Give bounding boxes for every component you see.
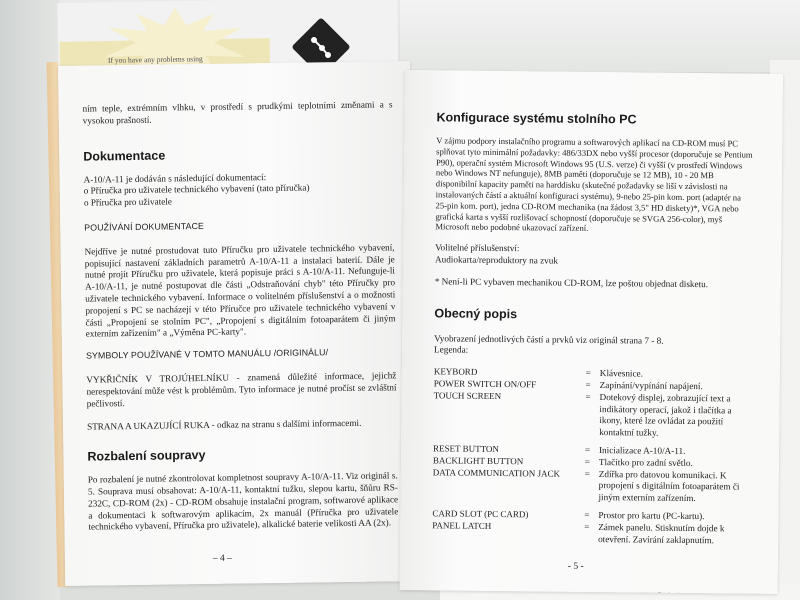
konfigurace-paragraph: V zájmu podpory instalačního programu a softwarových aplikací na CD-ROM musí PC splňovat tyto minimální požadavky: 486/33DX nebo vyšší procesor (doporučuje se Pentium P90), operační systém Microsoft Windows 95 (U.S. verze) či vyšší (v prostředí Windows nebo Windows NT nefunguje), 8MB paměti (doporučuje se 12 MB), 10 - 20 MB disponibilní kapacity paměti na harddisku (skutečné požadavky se liší v závislosti na instalovaných částí a aktuální konfiguraci systému), 9-nebo 25-pin kom. port (adaptér na 25-pin kom. port), jedna CD-ROM mechanika (na žádost 3,5" HD diskety)*, VGA nebo grafická karta s vyšší rozlišovací schopností (doporučuje se SVGA 256-color), myš Microsoft nebo podobné ukazovací zařízení.: [435, 135, 753, 234]
legenda-label: Legenda:: [434, 344, 469, 356]
legend-term: CARD SLOT (PC CARD): [432, 508, 529, 520]
legend-desc: Zámek panelu. Stisknutím dojde k otevření. Zavírání zaklapnutím.: [598, 521, 725, 545]
vyobrazeni-line: Vyobrazení jednotlivých částí a prvků viz originál strana 7 - 8.: [434, 332, 664, 346]
pouzivani-paragraph: Nejdříve je nutné prostudovat tuto Příručku pro uživatele technického vybavení, popisující nastavení základních parametrů A-10/A-11 a instalaci baterií. Dále je nutné projít Příručku pro uživatele, která popisuje práci s A-10/A-11. Nefunguje-li A-10/A-11, je nutné postupovat dle části „Odstraňování chyb" této Příručky pro uživatele technického vybavení. Informace o volitelném příslušenství a o možnosti propojení s PC se nacházejí v této Příručce pro uživatele technického vybavení v části „Propojení se stolním PC", „Propojení s digitálním fotoaparátem či jiným externím zařízením" a „Výměna PC-karty".: [84, 242, 396, 339]
strana-paragraph: STRANA A UKAZUJÍCÍ RUKA - odkaz na stranu s dalšími informacemi.: [86, 418, 362, 432]
legend-term: PANEL LATCH: [432, 520, 492, 531]
legend-term: KEYBORD: [433, 366, 478, 377]
dok-line-2: o Příručka pro uživatele technického vybavení (tato příručka): [83, 182, 310, 197]
legend-row: BACKLIGHT BUTTON = Tlačítko pro zadní světlo.: [433, 455, 751, 470]
dok-line-3: o Příručka pro uživatele: [83, 196, 172, 208]
right-page-content: [432, 110, 755, 547]
legend-desc: Zdířka pro datovou komunikaci. K propojení s digitálním fotoaparátem či jiným externím zařízením.: [598, 468, 740, 504]
legend-list: [432, 366, 752, 546]
page-number-left: – 4 –: [212, 553, 232, 564]
legend-row: TOUCH SCREEN = Dotekový displej, zobrazující text a indikátory operací, jakož i tlačítka a ikony, které lze ovládat za použití kontaktní tužky.: [433, 390, 751, 441]
legend-term: BACKLIGHT BUTTON: [432, 455, 524, 466]
legend-desc: Zapínání/vypínání napájení.: [599, 380, 703, 392]
legend-desc: Dotekový displej, zobrazující text a indikátory operací, jakož i tlačítka a ikony, které lze ovládat za použití kontaktní tužky.: [599, 391, 732, 438]
right-page: [400, 70, 783, 594]
legend-term: POWER SWITCH ON/OFF: [433, 378, 537, 390]
legend-term: RESET BUTTON: [432, 443, 500, 454]
left-page-content: [83, 99, 399, 533]
left-page: [58, 61, 417, 586]
heading-dokumentace: Dokumentace: [83, 148, 166, 164]
footnote: * Není-li PC vybaven mechanikou CD-ROM, lze poštou objednat disketu.: [434, 276, 709, 289]
heading-konfigurace: Konfigurace systému stolního PC: [436, 110, 637, 127]
heading-rozbaleni: Rozbalení soupravy: [87, 448, 206, 464]
volitelne-label: Volitelné příslušenství:: [435, 242, 520, 254]
legend-term: DATA COMMUNICATION JACK: [432, 466, 561, 479]
legend-desc: Inicializace A-10/A-11.: [598, 444, 686, 456]
legend-desc: Tlačítko pro zadní světlo.: [598, 456, 693, 468]
legend-desc: Prostor pro kartu (PC-kartu).: [598, 509, 705, 522]
background-right-sheet: [400, 0, 800, 72]
legend-row: POWER SWITCH ON/OFF = Zapínání/vypínání napájení.: [434, 378, 752, 393]
dok-line-1: A-10/A-11 je dodáván s následující dokumentací:: [83, 171, 267, 185]
legend-row: PANEL LATCH = Zámek panelu. Stisknutím dojde k otevření. Zavírání zaklapnutím.: [432, 520, 750, 547]
legend-row: DATA COMMUNICATION JACK = Zdířka pro datovou komunikaci. K propojení s digitálním fotoaparátem či jiným externím zařízením.: [432, 467, 750, 506]
intro-paragraph: ním teple, extrémním vlhku, v prostředí s prudkými teplotními změnami a s vysokou prašností.: [82, 99, 393, 126]
legend-row: CARD SLOT (PC CARD) = Prostor pro kartu (PC-kartu).: [432, 508, 750, 523]
legend-row: RESET BUTTON = Inicializace A-10/A-11.: [433, 443, 751, 458]
audiokarta-line: Audiokarta/reproduktory na zvuk: [434, 254, 559, 266]
page-number-right: - 5 -: [567, 561, 584, 572]
heading-symboly: SYMBOLY POUŽÍVANÉ V TOMTO MANUÁLU /ORIGINÁLU/: [85, 347, 329, 361]
background-note-text: If you have any problems using: [107, 54, 203, 65]
legend-desc: Klávesnice.: [599, 368, 644, 379]
heading-obecny-popis: Obecný popis: [434, 305, 518, 321]
legend-term: TOUCH SCREEN: [433, 390, 502, 401]
legend-row: KEYBORD = Klávesnice.: [434, 366, 752, 381]
rozbaleni-paragraph: Po rozbalení je nutné zkontrolovat kompletnost soupravy A-10/A-11. Viz originál s. 5. Souprava musí obsahovat: A-10/A-11, kontaktní tužku, slepou kartu, šňůru RS-232C, CD-ROM (2x) - CD-ROM obsahuje instalační program, softwarové aplikace a dokumentaci k softwarovým aplikacím, 2x manuál (Příručka pro uživatele technického vybavení, Příručka pro uživatele), alkalické baterie velikosti AA (2x).: [87, 470, 399, 532]
heading-pouzivani: POUŽÍVÁNÍ DOKUMENTACE: [84, 220, 205, 233]
vykricnik-paragraph: VYKŘIČNÍK V TROJÚHELNÍKU - znamená důležité informace, jejichž nerespektování může vést k problémům. Tyto informace je nutné pročíst se zvláštní pečlivostí.: [86, 370, 397, 409]
